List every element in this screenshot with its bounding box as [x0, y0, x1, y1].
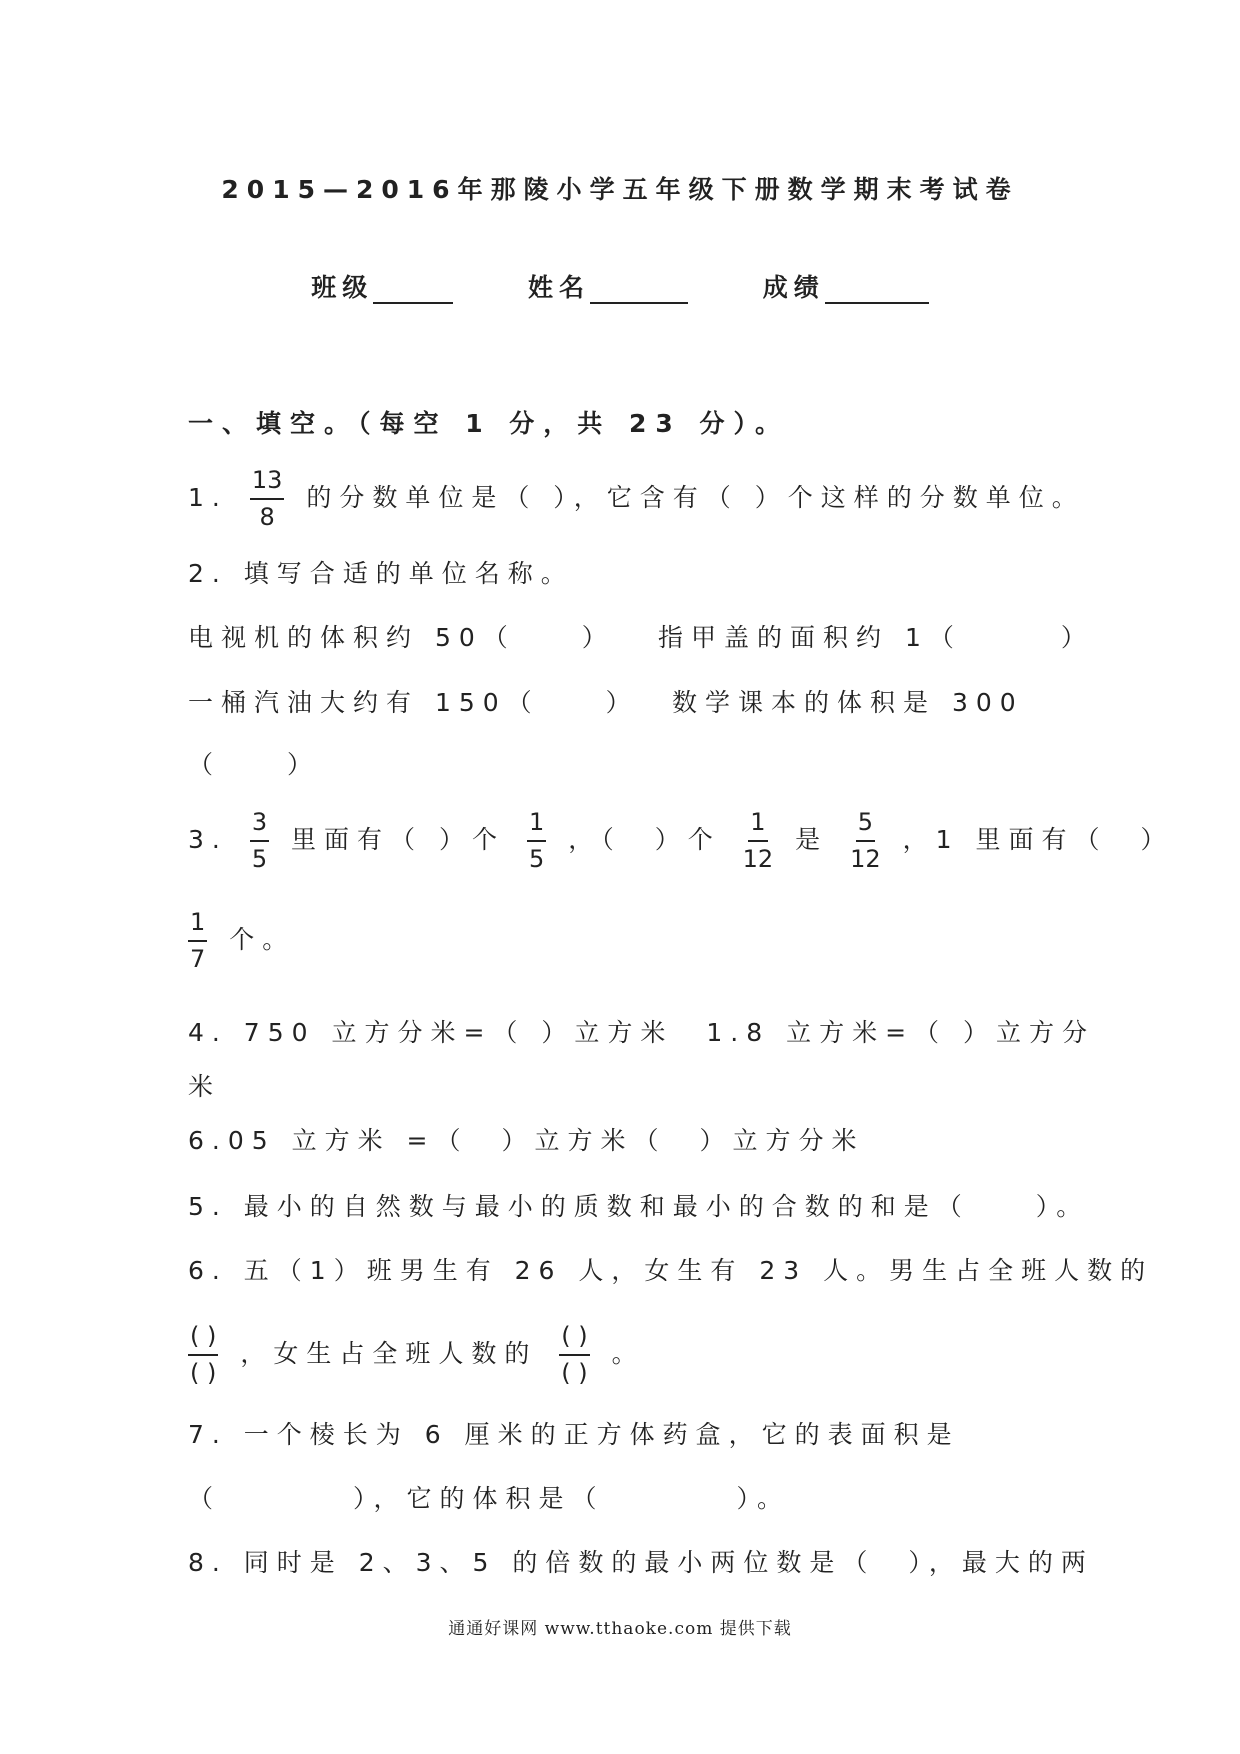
q3-fraction-2 [527, 808, 546, 874]
q3-f3-den: 12 [742, 844, 774, 873]
q6-text-1: ，女生占全班人数的 [240, 1338, 538, 1368]
q6-f1-den: ( ) [190, 1358, 217, 1387]
exam-title: 2015—2016年那陵小学五年级下册数学期末考试卷 [221, 175, 1019, 204]
q6-f2-den: ( ) [561, 1358, 588, 1387]
question-2-e: （ ） [188, 750, 321, 779]
q3-text-2: ，（ ）个 [568, 824, 721, 854]
class-label: 班级 [311, 273, 374, 302]
question-1 [188, 466, 1085, 532]
q3-f5-den: 7 [190, 944, 206, 973]
question-2-a: 电视机的体积约 50（ ） [188, 623, 615, 652]
q3-text-3: 是 [795, 824, 829, 854]
score-label: 成绩 [762, 273, 825, 302]
q6-f2-num: ( ) [559, 1322, 589, 1356]
question-3 [188, 808, 1173, 874]
q3-text-4: ，1 里面有（ ） [902, 824, 1174, 854]
q6-fraction-1 [188, 1322, 218, 1388]
q3-f5-num: 1 [188, 908, 207, 942]
q3-text-1: 里面有（ ）个 [291, 824, 505, 854]
name-blank [590, 276, 688, 304]
q3-fraction-5 [188, 908, 207, 974]
question-6-b [182, 1322, 645, 1388]
q3-fraction-4 [850, 808, 881, 874]
q3-f1-den: 5 [251, 844, 268, 873]
question-5: 5. 最小的自然数与最小的质数和最小的合数的和是（ ）。 [188, 1192, 1090, 1221]
question-3-cont [182, 908, 295, 974]
q6-fraction-2 [559, 1322, 589, 1388]
q3-fraction-1 [250, 808, 269, 874]
q3-f2-den: 5 [528, 844, 545, 873]
q1-number: 1. [188, 482, 228, 512]
q6-text-2: 。 [611, 1338, 645, 1368]
q3-f4-num: 5 [856, 808, 875, 842]
question-2-d: 数学课本的体积是 300 [672, 688, 1024, 717]
question-2-b: 指甲盖的面积约 1（ ） [658, 623, 1094, 652]
page-footer: 通通好课网 www.tthaoke.com 提供下载 [448, 1619, 792, 1639]
q3-number: 3. [188, 824, 228, 854]
q3-f3-num: 1 [748, 808, 767, 842]
question-4-a: 4. 750 立方分米=（ ）立方米 1.8 立方米=（ ）立方分 [188, 1018, 1095, 1047]
question-2-c: 一桶汽油大约有 150（ ） [188, 688, 639, 717]
q1-text: 的分数单位是（ ），它含有（ ）个这样的分数单位。 [306, 482, 1085, 512]
question-7-a: 7. 一个棱长为 6 厘米的正方体药盒，它的表面积是 [188, 1420, 960, 1449]
section-1-title: 一、填空。（每空 1 分，共 23 分）。 [188, 409, 790, 438]
name-label: 姓名 [527, 273, 590, 302]
q1-frac-den: 8 [259, 502, 275, 531]
q1-frac-num: 13 [250, 466, 285, 500]
q6-f1-num: ( ) [188, 1322, 218, 1356]
score-blank [825, 276, 929, 304]
question-7-b: （ ），它的体积是（ ）。 [188, 1484, 791, 1513]
question-6-a: 6. 五（1）班男生有 26 人，女生有 23 人。男生占全班人数的 [188, 1256, 1154, 1285]
question-4-c: 6.05 立方米 =（ ）立方米（ ）立方分米 [188, 1126, 865, 1155]
student-info-row [0, 268, 1240, 304]
q3-f4-den: 12 [850, 844, 881, 873]
question-4-b: 米 [188, 1072, 222, 1101]
q3-f1-num: 3 [250, 808, 269, 842]
q3-text-5: 个。 [229, 924, 296, 954]
q3-fraction-3 [743, 808, 774, 874]
q3-f2-num: 1 [527, 808, 546, 842]
question-8: 8. 同时是 2、3、5 的倍数的最小两位数是（ ），最大的两 [188, 1548, 1094, 1577]
question-2-text: 2. 填写合适的单位名称。 [188, 559, 574, 588]
class-blank [373, 276, 453, 304]
q1-fraction [250, 466, 285, 532]
